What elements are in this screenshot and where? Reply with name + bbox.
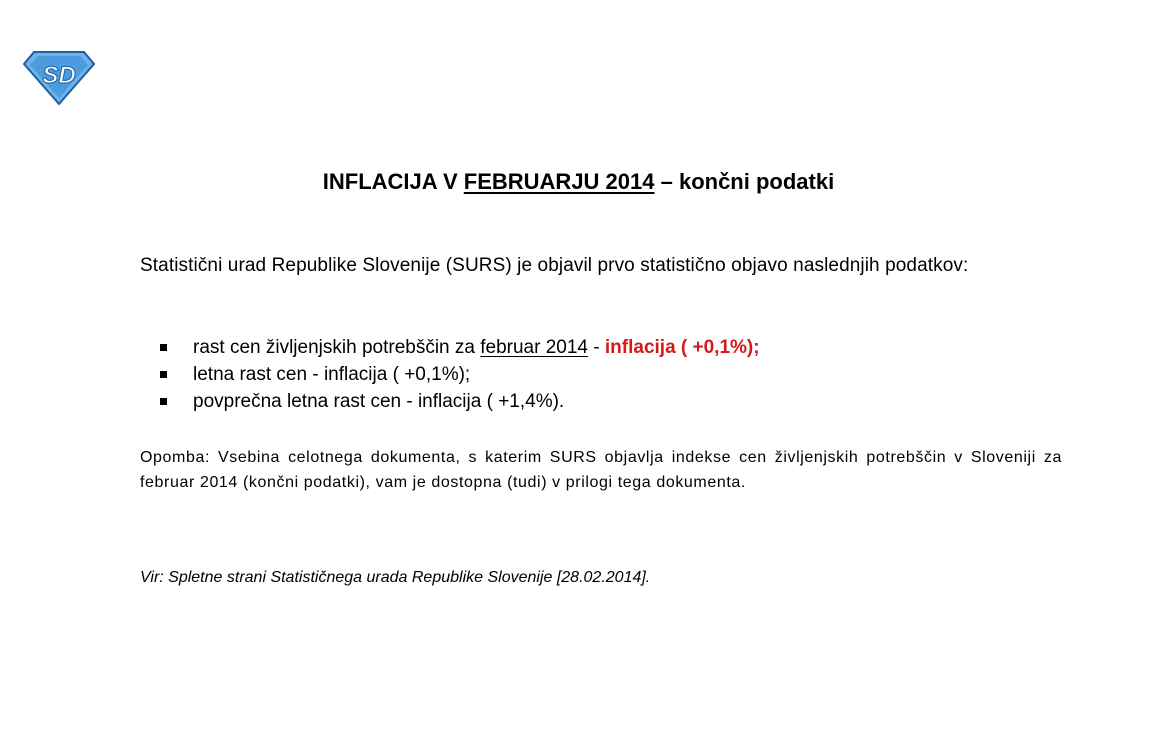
bullet-list [140,334,1062,415]
bullet-square-icon [160,344,167,351]
bullet-text: letna rast cen - inflacija ( +0,1%); [193,364,471,385]
bullet-text: rast cen življenjskih potrebščin za [193,337,481,358]
list-item [140,361,1062,388]
title-prefix: INFLACIJA V [322,169,464,194]
bullet-text: povprečna letna rast cen - inflacija ( +1,4%). [193,391,565,412]
bullet-square-icon [160,398,167,405]
sd-shield-logo [22,50,96,106]
bullet-square-icon [160,371,167,378]
logo-lettering: SD [42,62,76,89]
source-line: Vir: Spletne strani Statističnega urada Republike Slovenije [28.02.2014]. [140,569,651,586]
title-suffix: – končni podatki [654,169,835,194]
note-paragraph: Opomba: Vsebina celotnega dokumenta, s katerim SURS objavlja indekse cen življenjskih potrebščin v Sloveniji za februar 2014 (končni podatki), vam je dostopna (tudi) v prilogi tega dokumenta. [140,449,1062,491]
page-title [0,168,1157,196]
title-underlined: FEBRUARJU 2014 [463,169,655,194]
bullet-highlight: inflacija ( +0,1%); [604,337,760,358]
list-item [140,388,1062,415]
bullet-text: - [588,337,605,358]
bullet-underlined: februar 2014 [480,337,588,358]
intro-paragraph: Statistični urad Republike Slovenije (SURS) je objavil prvo statistično objavo naslednjih podatkov: [140,255,969,276]
list-item [140,334,1062,361]
